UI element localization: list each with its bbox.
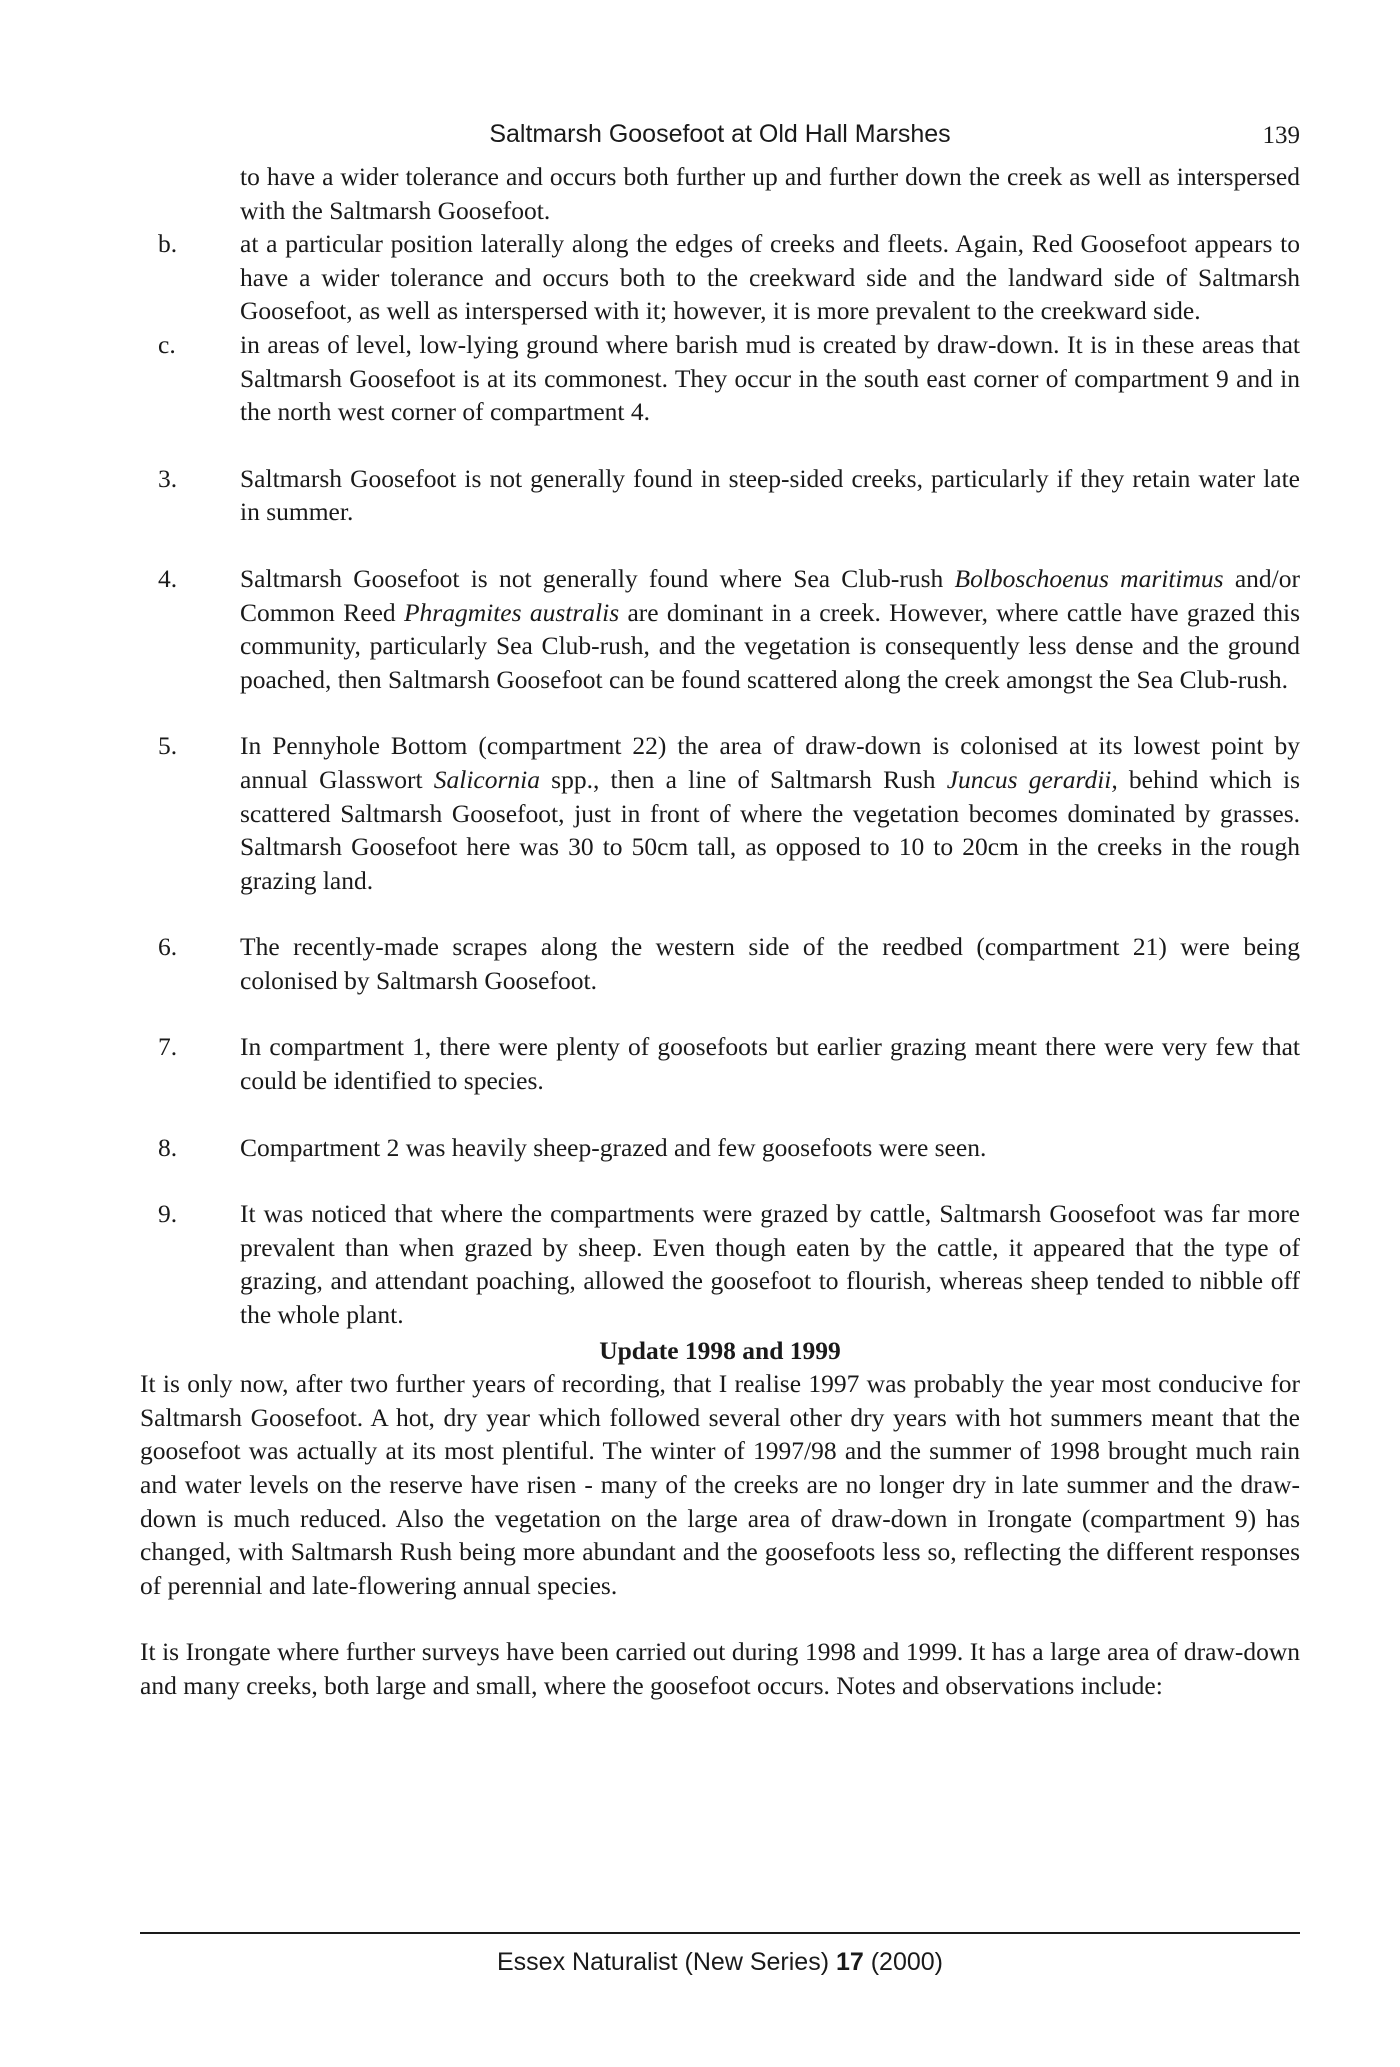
list-item-text: In compartment 1, there were plenty of goosefoots but earlier grazing meant there were very few that could be identified to species. bbox=[240, 1032, 1300, 1096]
list-item-text: It was noticed that where the compartments were grazed by cattle, Saltmarsh Goosefoot was far more prevalent than when grazed by sheep. Even though eaten by the cattle, it appeared that the type of grazing, and attendant poaching, allowed the goosefoot to flourish, whereas sheep tended to nibble off the whole plant. bbox=[240, 1199, 1300, 1330]
list-item-marker: 9. bbox=[158, 1199, 178, 1229]
list-item-text: Compartment 2 was heavily sheep-grazed and few goosefoots were seen. bbox=[240, 1132, 987, 1162]
sub-item-c bbox=[140, 328, 1300, 429]
list-item-text: Saltmarsh Goosefoot is not generally found in steep-sided creeks, particularly if they retain water late in summer. bbox=[240, 463, 1300, 527]
page-number: 139 bbox=[1262, 122, 1300, 149]
running-title: Saltmarsh Goosefoot at Old Hall Marshes bbox=[489, 120, 951, 148]
species-name: Salicornia bbox=[433, 764, 540, 794]
list-item-9 bbox=[140, 1197, 1300, 1331]
sub-item-text: at a particular position laterally along the edges of creeks and fleets. Again, Red Goosefoot appears to have a wider tolerance and occurs both to the creekward side and the landward side of Saltmarsh Goosefoot, as well as interspersed with it; however, it is more prevalent to the creekward side. bbox=[240, 229, 1300, 326]
list-item-marker: 5. bbox=[158, 731, 178, 761]
section-heading: Update 1998 and 1999 bbox=[599, 1335, 841, 1365]
species-name: Phragmites australis bbox=[403, 597, 620, 627]
list-item-marker: 8. bbox=[158, 1132, 178, 1162]
list-item-3 bbox=[140, 462, 1300, 529]
sub-item-b bbox=[140, 227, 1300, 328]
list-item-6 bbox=[140, 930, 1300, 997]
running-header bbox=[140, 118, 1300, 158]
list-item-marker: 7. bbox=[158, 1032, 178, 1062]
list-item-text: The recently-made scrapes along the western side of the reedbed (compartment 21) were being colonised by Saltmarsh Goosefoot. bbox=[240, 932, 1300, 995]
sub-item-marker: b. bbox=[158, 229, 178, 259]
list-item-text bbox=[240, 562, 1300, 696]
species-name: Juncus gerardii, bbox=[946, 764, 1118, 794]
list-item-5 bbox=[140, 729, 1300, 897]
volume-number: 17 bbox=[835, 1948, 864, 1976]
text-run: spp., then a line of Saltmarsh Rush bbox=[540, 764, 947, 794]
paragraph: It is Irongate where further surveys have been carried out during 1998 and 1999. It has a large area of draw-down and many creeks, both large and small, where the goosefoot occurs. Notes and observations include: bbox=[140, 1637, 1300, 1700]
list-item-continuation bbox=[140, 160, 1300, 227]
text-run: and/or Common Reed bbox=[240, 563, 1300, 627]
list-item-marker: 3. bbox=[158, 463, 178, 493]
list-item-8 bbox=[140, 1131, 1300, 1165]
text-run: behind which is scattered Saltmarsh Goosefoot, just in front of where the vegetation becomes dominated by grasses. Saltmarsh Goosefoot here was 30 to 50cm tall, as opposed to 10 to 20cm in the creeks in the rough grazing land. bbox=[240, 764, 1301, 895]
sub-item-marker: c. bbox=[158, 329, 176, 359]
journal-footer bbox=[140, 1948, 1300, 1977]
species-name: Bolboschoenus maritimus bbox=[954, 563, 1224, 593]
text-run: Saltmarsh Goosefoot is not generally found where Sea Club-rush bbox=[240, 563, 955, 593]
list-item-text bbox=[240, 729, 1300, 897]
paragraph: It is only now, after two further years of recording, that I realise 1997 was probably the year most conducive for Saltmarsh Goosefoot. A hot, dry year which followed several other dry years with hot summers meant that the goosefoot was actually at its most plentiful. The winter of 1997/98 and the summer of 1998 brought much rain and water levels on the reserve have risen - many of the creeks are no longer dry in late summer and the draw-down is much reduced. Also the vegetation on the large area of draw-down in Irongate (compartment 9) has changed, with Saltmarsh Rush being more abundant and the goosefoots less so, reflecting the different responses of perennial and late-flowering annual species. bbox=[140, 1369, 1300, 1600]
text-run: are dominant in a creek. However, where cattle have grazed this community, particularly Sea Club-rush, and the vegetation is consequently less dense and the ground poached, then Saltmarsh Goosefoot can be found scattered along the creek amongst the Sea Club-rush. bbox=[240, 597, 1300, 694]
list-item-4 bbox=[140, 562, 1300, 696]
body-text bbox=[140, 160, 1300, 1703]
continuation-text: to have a wider tolerance and occurs both further up and further down the creek as well as interspersed with the Saltmarsh Goosefoot. bbox=[240, 162, 1300, 225]
sub-item-text: in areas of level, low-lying ground where barish mud is created by draw-down. It is in these areas that Saltmarsh Goosefoot is at its commonest. They occur in the south east corner of compartment 9 and in the north west corner of compartment 4. bbox=[240, 329, 1300, 427]
journal-year: (2000) bbox=[863, 1948, 943, 1976]
list-item-marker: 6. bbox=[158, 932, 178, 962]
footer-rule bbox=[140, 1932, 1300, 1934]
list-item-marker: 4. bbox=[158, 563, 178, 593]
list-item-7 bbox=[140, 1030, 1300, 1097]
journal-name: Essex Naturalist (New Series) bbox=[496, 1948, 836, 1976]
text-run: In Pennyhole Bottom (compartment 22) the area of draw-down is colonised at its lowest point by annual Glasswort bbox=[240, 731, 1300, 794]
